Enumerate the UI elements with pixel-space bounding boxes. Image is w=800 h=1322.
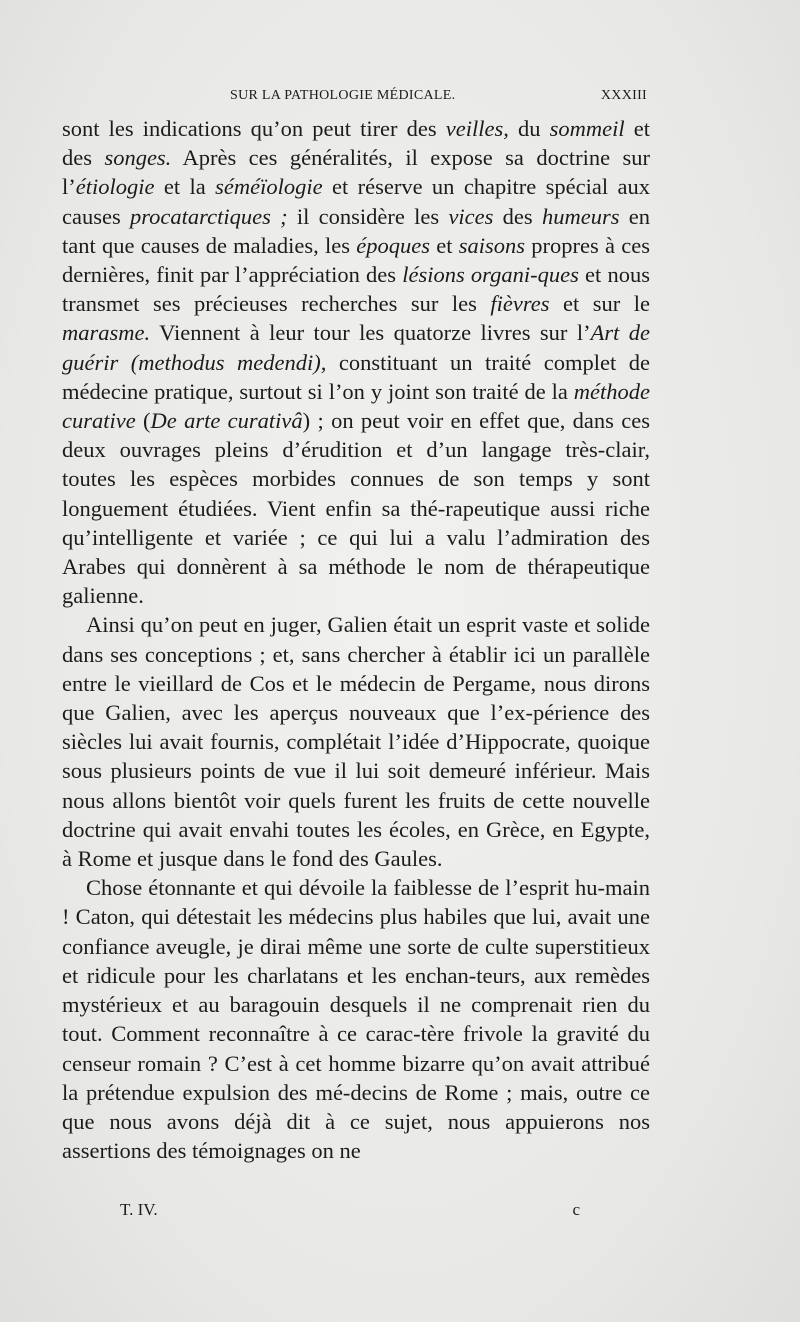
italic-run: étiologie <box>75 174 155 200</box>
italic-run: Art de guérir (methodus medendi), <box>62 320 650 375</box>
italic-run: humeurs <box>541 203 620 229</box>
italic-run: procatarctiques ; <box>130 203 288 229</box>
text-run: ( <box>135 408 151 434</box>
italic-run: fièvres <box>490 291 550 317</box>
page-number: XXXIII <box>600 88 647 103</box>
text-run: il considère les <box>287 203 449 229</box>
text-run: Ainsi qu’on peut en juger, Galien était un esprit vaste et solide dans ses conceptions ; et, sans chercher à établir ici un parallèle entre le vieillard de Cos et le médecin de Pergame, nous dirons que Galien, avec les aperçus nouveaux que l’ex-périence des siècles lui avait fournis, complétait l’idée d’Hippocrate, quoique sous plusieurs points de vue il lui soit demeuré inférieur. Mais nous allons bientôt voir quels furent les fruits de cette nouvelle doctrine qui avait envahi toutes les écoles, en Grèce, en Egypte, à Rome et jusque dans le fond des Gaules. <box>62 612 650 872</box>
page-footer <box>120 1200 580 1224</box>
text-run: et la <box>154 174 216 200</box>
text-run: Après ces généralités, il expose sa doctrine sur l’ <box>62 145 650 200</box>
signature-mark: c <box>572 1200 580 1219</box>
italic-run: séméïologie <box>215 174 323 200</box>
italic-run: lésions organi-ques <box>402 262 579 288</box>
paragraph-2 <box>62 610 650 873</box>
text-run: et <box>430 232 459 258</box>
text-run: et des <box>62 116 650 171</box>
italic-run: saisons <box>458 232 526 258</box>
text-run: constituant un traité complet de médecine pratique, surtout si l’on y joint son traité de la <box>62 349 650 404</box>
text-run: et réserve un chapitre spécial aux causes <box>62 174 650 229</box>
text-run: et sur le <box>549 291 651 317</box>
volume-mark: T. IV. <box>120 1200 158 1219</box>
text-run: sont les indications qu’on peut tirer des <box>62 116 446 141</box>
italic-run: méthode curative <box>62 378 650 434</box>
italic-run: époques <box>356 232 431 258</box>
text-run: du <box>508 116 550 141</box>
italic-run: sommeil <box>549 116 625 141</box>
running-head-title: SUR LA PATHOLOGIE MÉDICALE. <box>230 88 456 103</box>
text-run: et nous transmet ses précieuses recherches sur les <box>62 262 650 317</box>
text-run: des <box>493 203 542 229</box>
italic-run: vices <box>448 203 494 229</box>
text-run: propres à ces dernières, finit par l’appréciation des <box>62 232 650 288</box>
text-run: Viennent à leur tour les quatorze livres sur l’ <box>150 320 591 346</box>
text-run: en tant que causes de maladies, les <box>62 203 650 258</box>
italic-run: veilles, <box>445 116 509 141</box>
running-head <box>62 88 647 108</box>
italic-run: De arte curativâ <box>150 408 303 434</box>
text-run: Chose étonnante et qui dévoile la faiblesse de l’esprit hu-main ! Caton, qui détestait les médecins plus habiles que lui, avait une confiance aveugle, je dirai même une sorte de culte superstitieux et ridicule pour les charlatans et les enchan-teurs, aux remèdes mystérieux et au baragouin desquels il ne comprenait rien du tout. Comment reconnaître à ce carac-tère frivole la gravité du censeur romain ? C’est à cet homme bizarre qu’on avait attribué la prétendue expulsion des mé-decins de Rome ; mais, outre ce que nous avons déjà dit à ce sujet, nous appuierons nos assertions des témoignages on ne <box>62 875 650 1164</box>
italic-run: marasme. <box>62 320 151 346</box>
paragraph-1 <box>62 114 650 610</box>
body-text <box>62 114 650 1165</box>
paragraph-3 <box>62 873 650 1165</box>
text-run: ) ; on peut voir en effet que, dans ces deux ouvrages pleins d’érudition et d’un langage très-clair, toutes les espèces morbides connues de son temps y sont longuement étudiées. Vient enfin sa thé-rapeutique aussi riche qu’intelligente et variée ; ce qui lui a valu l’admiration des Arabes qui donnèrent à sa méthode le nom de thérapeutique galienne. <box>62 408 650 609</box>
italic-run: songes. <box>104 145 172 171</box>
